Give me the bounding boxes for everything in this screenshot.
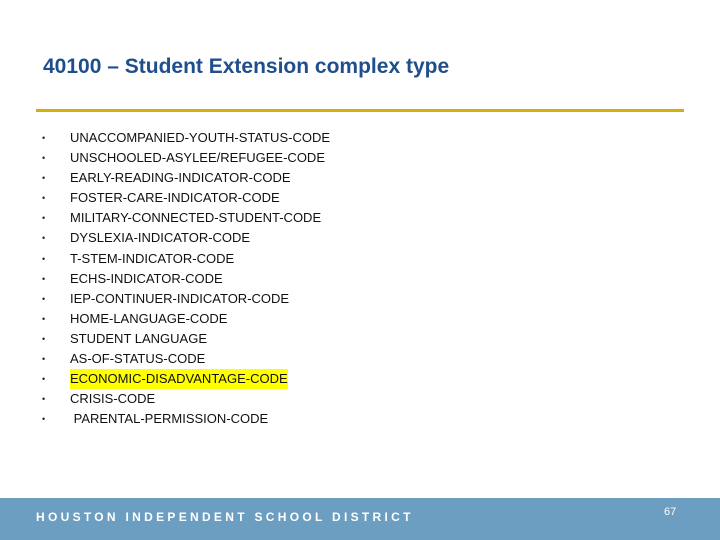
- footer-bar: [0, 498, 720, 540]
- list-item-label: IEP-CONTINUER-INDICATOR-CODE: [70, 290, 290, 306]
- list-item-label: DYSLEXIA-INDICATOR-CODE: [70, 230, 251, 246]
- list-item-label: FOSTER-CARE-INDICATOR-CODE: [70, 190, 280, 206]
- bullet-icon: •: [42, 133, 46, 143]
- bullet-icon: •: [42, 354, 46, 365]
- bullet-icon: •: [42, 273, 46, 284]
- bullet-icon: •: [42, 233, 46, 244]
- list-item-label: UNSCHOOLED-ASYLEE/REFUGEE-CODE: [70, 150, 325, 166]
- bullet-icon: •: [42, 374, 46, 385]
- list-item-label: T-STEM-INDICATOR-CODE: [70, 250, 235, 266]
- footer-organization: HOUSTON INDEPENDENT SCHOOL DISTRICT: [36, 510, 414, 524]
- bullet-icon: •: [42, 313, 46, 324]
- list-item-label: UNACCOMPANIED-YOUTH-STATUS-CODE: [70, 130, 330, 145]
- bullet-icon: •: [42, 153, 46, 164]
- list-item-label: ECONOMIC-DISADVANTAGE-CODE: [70, 369, 288, 389]
- list-item-label: ECHS-INDICATOR-CODE: [70, 270, 223, 286]
- page-number: 67: [664, 506, 677, 518]
- list-item-label: STUDENT LANGUAGE: [70, 330, 208, 346]
- bullet-icon: •: [42, 394, 46, 405]
- title-divider: [36, 109, 684, 112]
- list-item-label: EARLY-READING-INDICATOR-CODE: [70, 170, 291, 186]
- bullet-icon: •: [42, 414, 46, 425]
- slide-title: 40100 – Student Extension complex type: [43, 55, 450, 78]
- list-item-label: AS-OF-STATUS-CODE: [70, 351, 206, 367]
- list-item-label: HOME-LANGUAGE-CODE: [70, 310, 228, 326]
- bullet-icon: •: [42, 173, 46, 184]
- bullet-icon: •: [42, 213, 46, 224]
- bullet-icon: •: [42, 293, 46, 304]
- list-item-label: MILITARY-CONNECTED-STUDENT-CODE: [70, 210, 322, 226]
- bullet-icon: •: [42, 333, 46, 344]
- list-item-label: CRISIS-CODE: [70, 391, 156, 407]
- bullet-icon: •: [42, 193, 46, 204]
- list-item-label: PARENTAL-PERMISSION-CODE: [70, 411, 269, 427]
- bullet-icon: •: [42, 253, 46, 264]
